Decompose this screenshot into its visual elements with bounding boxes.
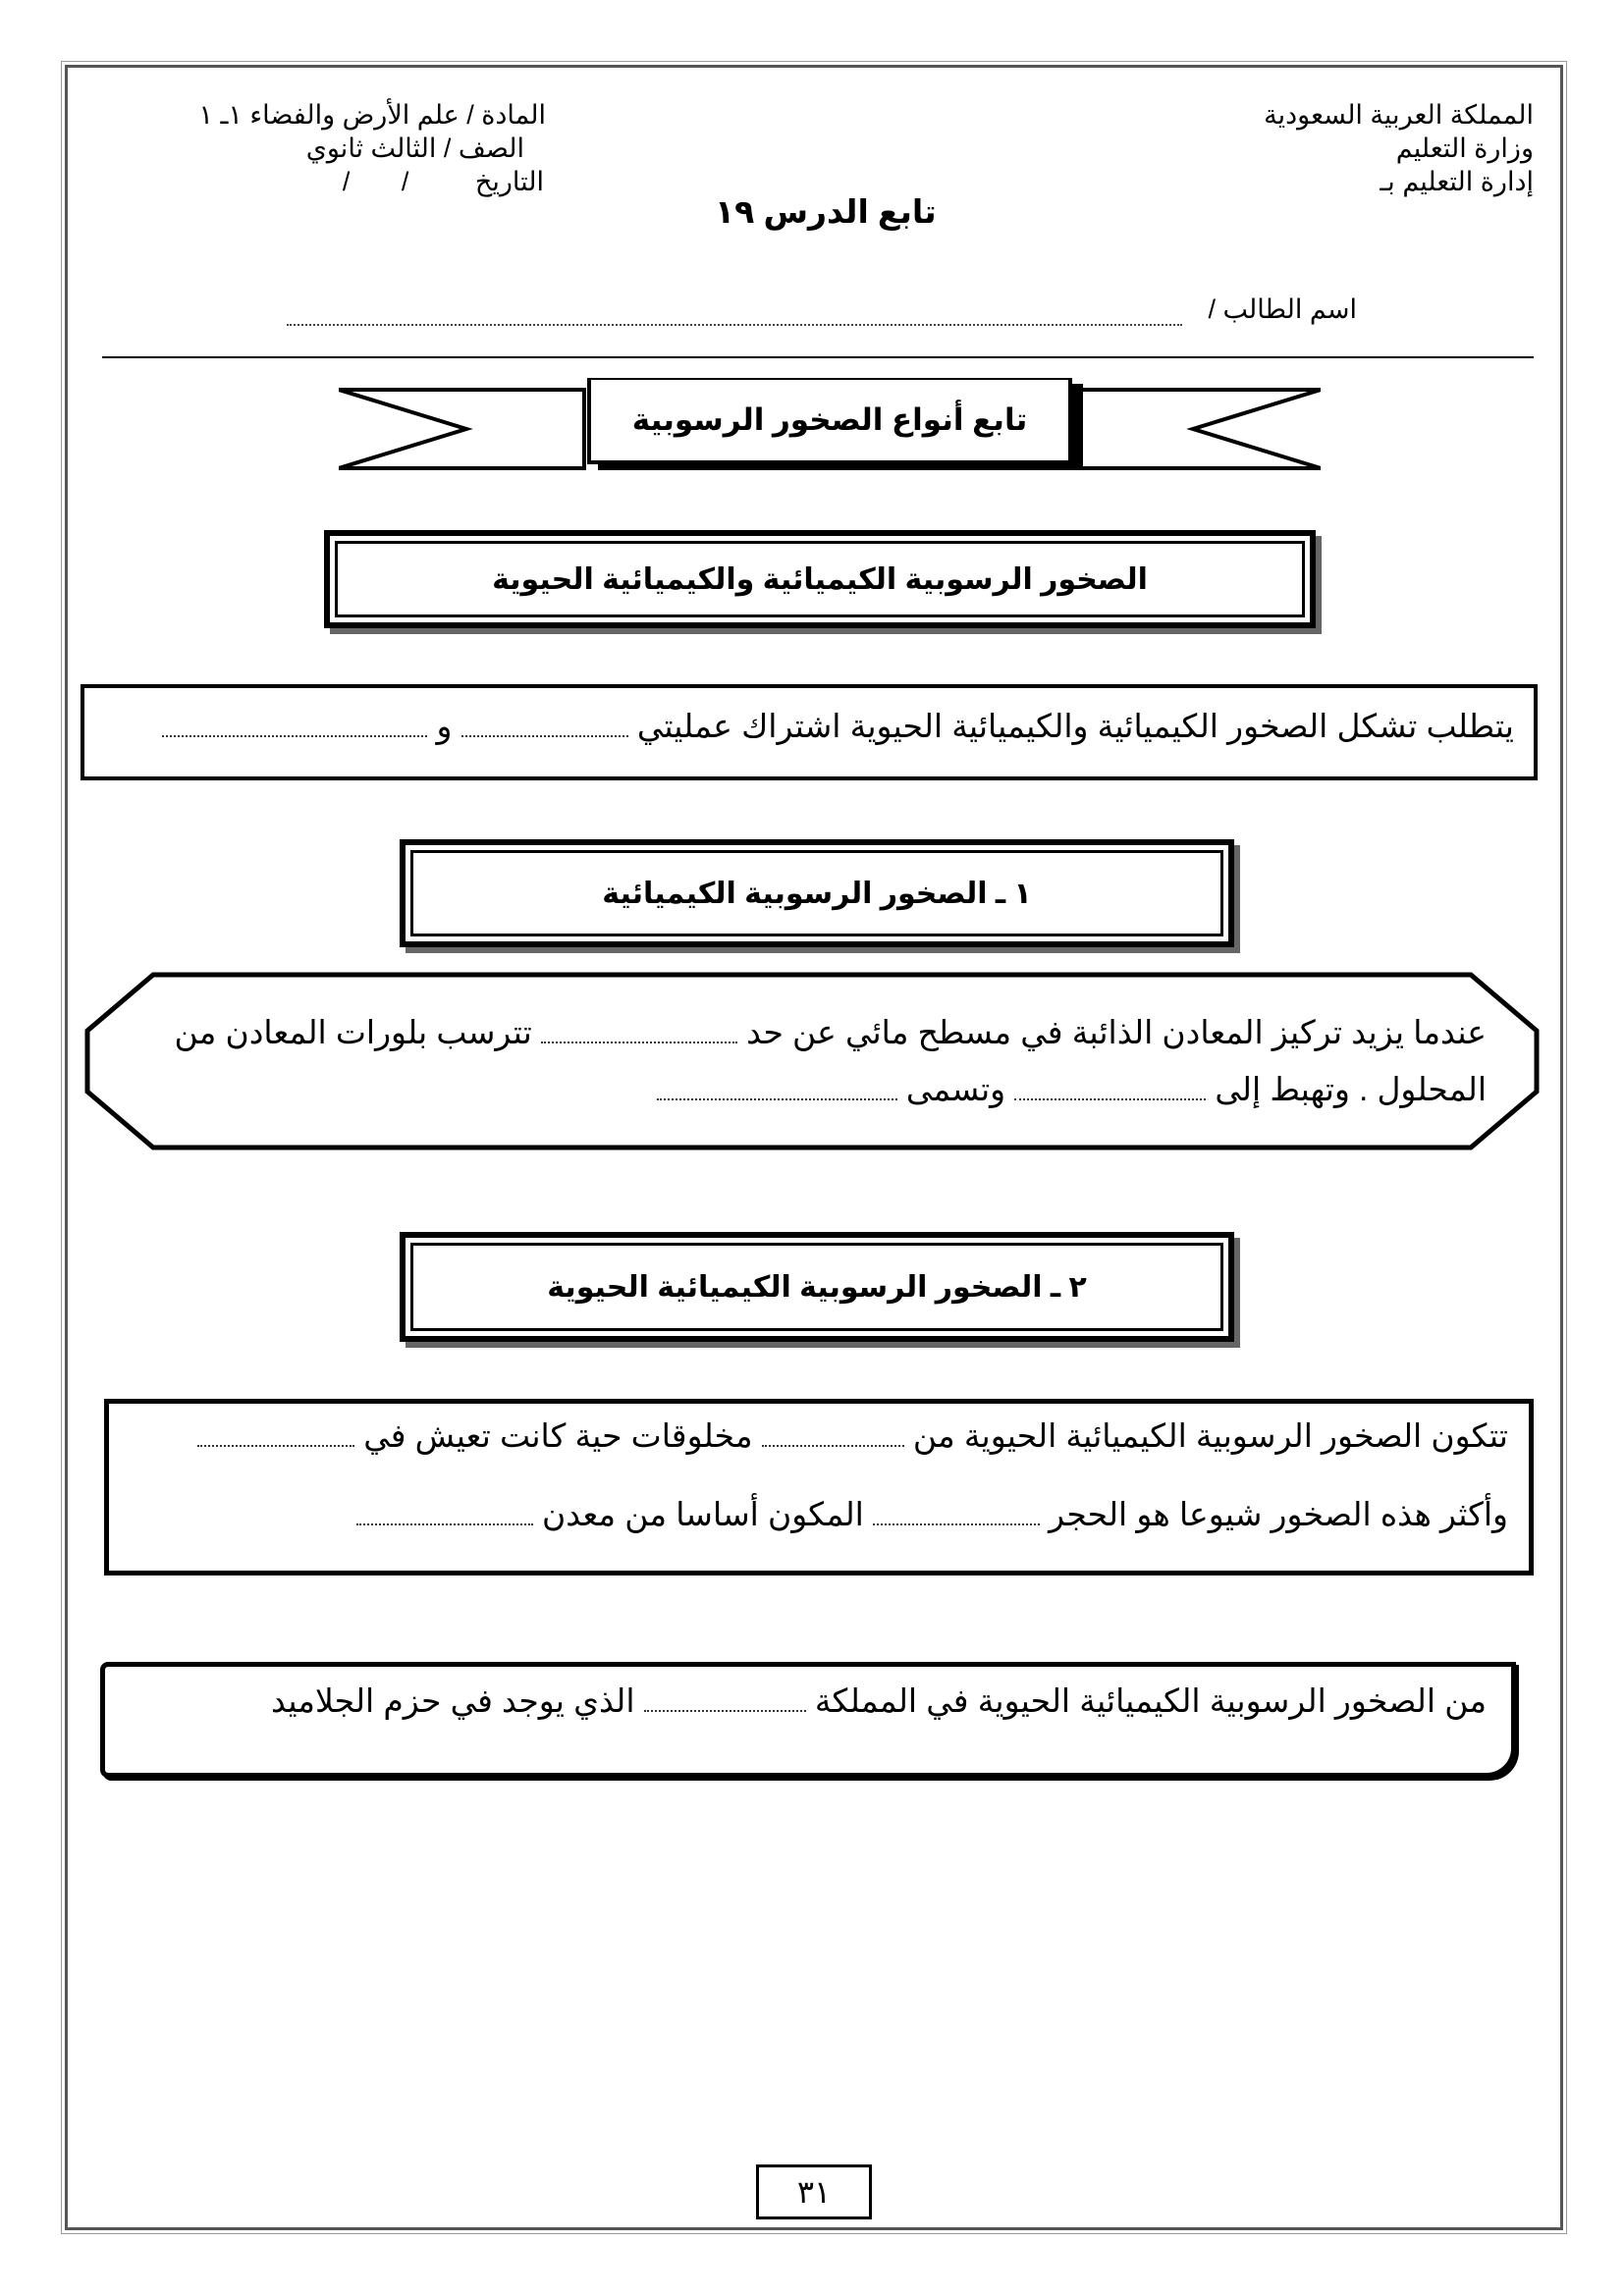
section2-line2 — [356, 1495, 1508, 1533]
student-name-row — [1209, 293, 1357, 326]
section1-octagon — [84, 972, 1540, 1150]
section1-line1 — [175, 1013, 1487, 1051]
banner-title: تابع أنواع الصخور الرسوبية — [631, 402, 1028, 437]
date-label: التاريخ — [474, 167, 544, 196]
section2-line2-a: وأكثر هذه الصخور شيوعا هو الحجر — [1049, 1496, 1508, 1532]
section2-blank-1[interactable] — [762, 1444, 904, 1447]
intro-line — [162, 707, 1514, 745]
student-name-field[interactable] — [287, 324, 1182, 326]
student-name-label: اسم الطالب / — [1208, 294, 1357, 324]
section1-line2-a: المحلول . وتهبط إلى — [1215, 1071, 1487, 1107]
date-row — [198, 165, 546, 198]
intro-connector: و — [436, 708, 453, 744]
section1-line2 — [657, 1070, 1487, 1108]
section2-line2-b: المكون أساسا من معدن — [541, 1496, 864, 1532]
example-text-b: الذي يوجد في حزم الجلاميد — [271, 1682, 635, 1719]
section2-blank-2[interactable] — [197, 1444, 354, 1447]
example-box — [100, 1662, 1516, 1778]
section1-line2-b: وتسمى — [905, 1071, 1006, 1107]
section1-line1-a: عندما يزيد تركيز المعادن الذائبة في مسطح مائي عن حد — [746, 1014, 1487, 1050]
grade-label: الصف / الثالث ثانوي — [305, 133, 524, 163]
section1-frame — [400, 839, 1234, 947]
section2-blank-3[interactable] — [873, 1522, 1040, 1525]
section2-title: ٢ ـ الصخور الرسوبية الكيميائية الحيوية — [547, 1270, 1087, 1304]
section2-frame — [400, 1232, 1234, 1342]
section2-line1-a: تتكون الصخور الرسوبية الكيميائية الحيوية من — [912, 1417, 1508, 1454]
header-right — [1264, 98, 1534, 198]
section1-blank-1[interactable] — [541, 1041, 737, 1043]
section2-line1-b: مخلوقات حية كانت تعيش في — [363, 1417, 753, 1454]
section1-blank-3[interactable] — [657, 1097, 897, 1100]
example-text-a: من الصخور الرسوبية الكيميائية الحيوية في المملكة — [814, 1682, 1487, 1719]
subject-label: المادة / علم الأرض والفضاء ١ـ ١ — [198, 100, 546, 130]
intro-blank-1[interactable] — [461, 734, 628, 737]
section2-blank-4[interactable] — [356, 1522, 533, 1525]
section1-title: ١ ـ الصخور الرسوبية الكيميائية — [602, 877, 1032, 910]
date-slashes: / / — [342, 167, 409, 196]
section-main-frame — [324, 530, 1316, 628]
section1-line1-b: تترسب بلورات المعادن من — [174, 1014, 532, 1050]
header-left — [198, 98, 546, 198]
example-line — [271, 1682, 1487, 1720]
ribbon-right-tail — [1075, 390, 1321, 468]
section2-line1 — [197, 1416, 1508, 1455]
intro-text: يتطلب تشكل الصخور الكيميائية والكيميائية الحيوية اشتراك عمليتي — [636, 708, 1514, 744]
page-number: ٣١ — [756, 2164, 872, 2219]
lesson-title: تابع الدرس ١٩ — [715, 193, 937, 230]
country-name: المملكة العربية السعودية — [1264, 100, 1534, 130]
section-main-title: الصخور الرسوبية الكيميائية والكيميائية الحيوية — [492, 562, 1148, 596]
octagon-shape — [87, 975, 1537, 1148]
ribbon-left-tail — [339, 390, 584, 468]
section1-blank-2[interactable] — [1014, 1097, 1206, 1100]
directorate-name: إدارة التعليم بـ — [1380, 167, 1534, 196]
intro-blank-2[interactable] — [162, 734, 427, 737]
ministry-name: وزارة التعليم — [1395, 133, 1534, 163]
header-separator — [102, 356, 1534, 358]
example-blank[interactable] — [644, 1709, 806, 1712]
